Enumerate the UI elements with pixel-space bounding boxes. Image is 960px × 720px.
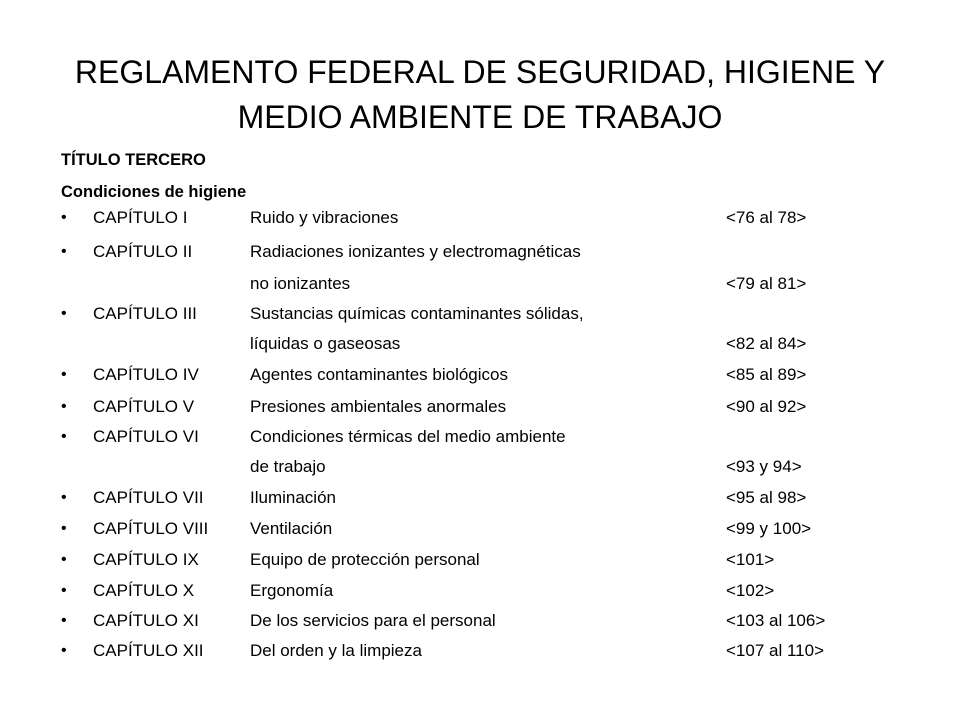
chapter-articles: <101>	[726, 550, 775, 569]
chapter-label: CAPÍTULO II	[93, 242, 193, 261]
chapter-articles: <79 al 81>	[726, 274, 807, 293]
bullet-icon: •	[61, 243, 67, 260]
chapter-description: Presiones ambientales anormales	[250, 397, 507, 416]
chapter-label: CAPÍTULO VII	[93, 488, 204, 507]
chapter-item-continuation	[0, 456, 960, 478]
chapter-label: CAPÍTULO XI	[93, 611, 199, 630]
bullet-icon: •	[61, 520, 67, 537]
chapter-description: Ventilación	[250, 519, 333, 538]
subtitulo-heading: Condiciones de higiene	[61, 183, 247, 201]
slide-title	[60, 50, 900, 140]
title-line-2: MEDIO AMBIENTE DE TRABAJO	[237, 99, 723, 135]
chapter-item	[0, 518, 960, 540]
chapter-description: Radiaciones ionizantes y electromagnéticas	[250, 242, 581, 261]
chapter-articles: <107 al 110>	[726, 641, 824, 660]
chapter-articles: <90 al 92>	[726, 397, 807, 416]
bullet-icon: •	[61, 612, 67, 629]
bullet-icon: •	[61, 366, 67, 383]
bullet-icon: •	[61, 489, 67, 506]
chapter-item	[0, 610, 960, 632]
chapter-item	[0, 396, 960, 418]
titulo-heading: TÍTULO TERCERO	[61, 151, 206, 169]
chapter-item	[0, 426, 960, 448]
chapter-description: Equipo de protección personal	[250, 550, 480, 569]
bullet-icon: •	[61, 582, 67, 599]
chapter-label: CAPÍTULO XII	[93, 641, 204, 660]
chapter-label: CAPÍTULO VIII	[93, 519, 209, 538]
chapter-item-continuation	[0, 273, 960, 295]
chapter-label: CAPÍTULO III	[93, 304, 197, 323]
chapter-articles: <93 y 94>	[726, 457, 802, 476]
chapter-description: Ruido y vibraciones	[250, 208, 399, 227]
chapter-description: Agentes contaminantes biológicos	[250, 365, 508, 384]
chapter-item-continuation	[0, 333, 960, 355]
chapter-articles: <85 al 89>	[726, 365, 807, 384]
chapter-item	[0, 580, 960, 602]
chapter-label: CAPÍTULO IX	[93, 550, 199, 569]
chapter-label: CAPÍTULO V	[93, 397, 195, 416]
chapter-label: CAPÍTULO X	[93, 581, 195, 600]
chapter-description: Del orden y la limpieza	[250, 641, 422, 660]
bullet-icon: •	[61, 305, 67, 322]
chapter-description: Ergonomía	[250, 581, 334, 600]
chapter-articles: <95 al 98>	[726, 488, 807, 507]
chapter-item	[0, 207, 960, 229]
chapter-description-cont: no ionizantes	[250, 274, 351, 293]
chapter-item	[0, 487, 960, 509]
bullet-icon: •	[61, 209, 67, 226]
chapter-description: De los servicios para el personal	[250, 611, 496, 630]
bullet-icon: •	[61, 398, 67, 415]
chapter-item	[0, 549, 960, 571]
bullet-icon: •	[61, 428, 67, 445]
chapter-articles: <99 y 100>	[726, 519, 812, 538]
chapter-label: CAPÍTULO VI	[93, 427, 199, 446]
chapter-articles: <102>	[726, 581, 775, 600]
chapter-item	[0, 364, 960, 386]
chapter-articles: <82 al 84>	[726, 334, 807, 353]
bullet-icon: •	[61, 551, 67, 568]
chapter-description-cont: de trabajo	[250, 457, 326, 476]
chapter-articles: <103 al 106>	[726, 611, 826, 630]
chapter-description-cont: líquidas o gaseosas	[250, 334, 401, 353]
chapter-description: Condiciones térmicas del medio ambiente	[250, 427, 566, 446]
chapter-articles: <76 al 78>	[726, 208, 807, 227]
bullet-icon: •	[61, 642, 67, 659]
chapter-description: Sustancias químicas contaminantes sólidas,	[250, 304, 584, 323]
chapter-description: Iluminación	[250, 488, 336, 507]
chapter-item	[0, 640, 960, 662]
title-line-1: REGLAMENTO FEDERAL DE SEGURIDAD, HIGIENE Y	[74, 54, 886, 90]
chapter-item	[0, 303, 960, 325]
chapter-label: CAPÍTULO IV	[93, 365, 199, 384]
chapter-label: CAPÍTULO I	[93, 208, 188, 227]
chapter-item	[0, 241, 960, 263]
